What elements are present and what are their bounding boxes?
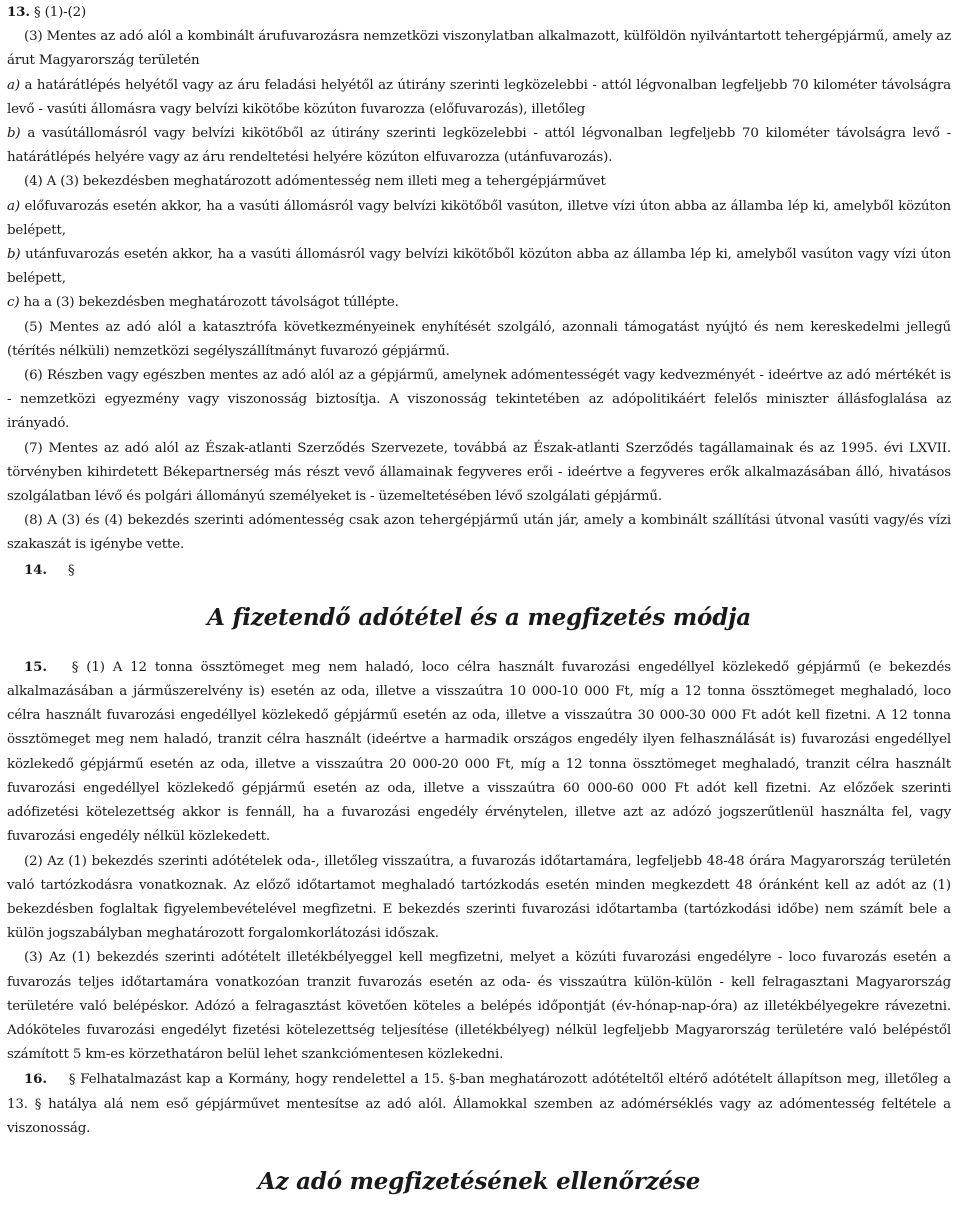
paragraph-sign: § bbox=[71, 659, 79, 675]
s16-text: Felhatalmazást kap a Kormány, hogy rendelettel a 15. §-ban meghatározott adótételtől eltérő adótételt állapítson meg, illetőleg a 13. § hatálya alá nem eső gépjárművet mentesítse az adó alól. Államokkal szemben az adómérséklés vagy az adómentesség feltétele a viszonosság. bbox=[7, 1072, 952, 1136]
s15-para-2: (2) Az (1) bekezdés szerinti adótételek oda-, illetőleg visszaútra, a fuvarozás időtartamára, legfeljebb 48-48 órára Magyarország területén való tartózkodásra vonatkoznak. Az előző időtartamot meghaladó tartózkodás esetén minden megkezdett 48 óránként kell az adót az (1) bekezdésben foglaltak figyelembevételével megfizetni. E bekezdés szerinti fuvarozási időtartamba (tartózkodási időbe) nem számít bele a külön jogszabályban meghatározott forgalomkorlátozási időszak. bbox=[7, 853, 951, 942]
point-text: utánfuvarozás esetén akkor, ha a vasúti állomásról vagy belvízi kikötőből közúton abba az államba lép ki, amelyből vasúton vagy vízi úton belépett, bbox=[7, 247, 951, 287]
point-text: ha a (3) bekezdésben meghatározott távolságot túllépte. bbox=[19, 295, 399, 311]
section-14-header bbox=[7, 558, 951, 583]
s13-para-3-a bbox=[7, 74, 951, 122]
point-label: b) bbox=[7, 126, 21, 142]
s15-para-3: (3) Az (1) bekezdés szerinti adótételt illetékbélyeggel kell megfizetni, melyet a közúti fuvarozási engedélyre - loco fuvarozás esetén a fuvarozás teljes időtartamára vonatkozóan tranzit fuvarozás esetén az oda- és visszaútra külön-külön - kell felragasztani Magyarország területére való belépéskor. Adózó a felragasztást követően köteles a belépés időpontját (év-hónap-nap-óra) az illetékbélyegekre rávezetni. Adóköteles fuvarozási engedélyt fizetési kötelezettség teljesítése (illetékbélyeg) nélkül legfeljebb Magyarország területére való belépéstől számított 5 km-es körzethatáron belül lehet szankciómentesen közlekedni. bbox=[7, 950, 951, 1063]
s13-para-3-b bbox=[7, 122, 951, 170]
s13-para-3: (3) Mentes az adó alól a kombinált árufuvarozásra nemzetközi viszonylatban alkalmazott, külföldön nyilvántartott tehergépjármű, amely az árut Magyarország területén bbox=[7, 29, 951, 69]
s13-para-4-b bbox=[7, 243, 951, 291]
document-page bbox=[7, 0, 951, 1197]
section-13-header bbox=[7, 0, 951, 25]
point-text: előfuvarozás esetén akkor, ha a vasúti állomásról vagy belvízi kikötőből vasúton, illetve vízi úton abba az államba lép ki, amelyből közúton belépett, bbox=[7, 198, 951, 238]
s16-para bbox=[7, 1067, 951, 1141]
section-number: 14. bbox=[24, 561, 47, 578]
s15-para-1 bbox=[7, 655, 951, 850]
s15-para-1-text: (1) A 12 tonna össztömeget meg nem haladó, loco célra használt fuvarozási engedéllyel közlekedő gépjármű (e bekezdés alkalmazásában a járműszerelvény is) esetén az oda, illetve a visszaútra 10 000-10 000 Ft, míg a 12 tonna össztömeget meghaladó, loco célra használt fuvarozási engedéllyel közlekedő gépjármű esetén az oda, illetve a visszaútra 30 000-30 000 Ft adót kell fizetni. A 12 tonna össztömeget meg nem haladó, tranzit célra használt (ideértve a harmadik országos engedély ilyen felhasználását is) fuvarozási engedéllyel közlekedő gépjármű esetén az oda, illetve a visszaútra 20 000-20 000 Ft, míg a 12 tonna össztömeget meghaladó, tranzit célra használt fuvarozási engedéllyel közlekedő gépjármű esetén az oda, illetve a visszaútra 60 000-60 000 Ft adót kell fizetni. Az előzőek szerinti adófizetési kötelezettség akkor is fennáll, ha a fuvarozási engedély érvénytelen, illetve azt az adózó jogszerűtlenül használta fel, vagy fuvarozási engedély nélkül közlekedett. bbox=[7, 659, 952, 845]
point-label: c) bbox=[7, 295, 20, 311]
point-text: a vasútállomásról vagy belvízi kikötőből az útirány szerinti legközelebbi - attól légvonalban legfeljebb 70 kilométer távolságra levő - határátlépés helyére vagy az áru rendeltetési helyére közúton elfuvarozza (utánfuvarozás). bbox=[7, 126, 951, 166]
paragraph-sign: § bbox=[33, 5, 41, 20]
s13-para-6: (6) Részben vagy egészben mentes az adó alól az a gépjármű, amelynek adómentességét vagy kedvezményét - ideértve az adó mértékét is - nemzetközi egyezmény vagy viszonosság biztosítja. A viszonosság tekintetében az adópolitikáért felelős miniszter állásfoglalása az irányadó. bbox=[7, 368, 951, 432]
s13-para-8: (8) A (3) és (4) bekezdés szerinti adómentesség csak azon tehergépjármű után jár, amely a kombinált szállítási útvonal vasúti vagy/és vízi szakaszát is igénybe vette. bbox=[7, 513, 951, 553]
s13-para-7: (7) Mentes az adó alól az Észak-atlanti Szerződés Szervezete, továbbá az Észak-atlanti Szerződés tagállamainak és az 1995. évi LXVII. törvényben kihirdetett Békepartnerség más részt vevő államainak fegyveres erői - ideértve a fegyveres erők alkalmazásában álló, hivatásos szolgálatban lévő és polgári állományú személyeket is - üzemeltetésében lévő szolgálati gépjármű. bbox=[7, 440, 951, 505]
section-number: 16. bbox=[24, 1071, 47, 1088]
point-text: a határátlépés helyétől vagy az áru feladási helyétől az útirány szerinti legközelebbi - attól légvonalban legfeljebb 70 kilométer távolságra levő - vasúti állomásra vagy belvízi kikötőbe közúton fuvarozza (előfuvarozás), illetőleg bbox=[7, 77, 951, 117]
s13-para-4-c bbox=[7, 291, 951, 315]
paragraph-sign: § bbox=[67, 562, 75, 578]
paragraph-sign: § bbox=[68, 1072, 76, 1088]
point-label: a) bbox=[7, 77, 20, 93]
chapter-heading-payment: A fizetendő adótétel és a megfizetés módja bbox=[207, 603, 751, 631]
point-label: b) bbox=[7, 247, 21, 263]
section-number: 13. bbox=[7, 4, 30, 20]
point-label: a) bbox=[7, 198, 20, 214]
s13-para-4: (4) A (3) bekezdésben meghatározott adómentesség nem illeti meg a tehergépjárművet bbox=[24, 174, 606, 190]
s13-para-5: (5) Mentes az adó alól a katasztrófa következményeinek enyhítését szolgáló, azonnali támogatást nyújtó és nem kereskedelmi jellegű (térítés nélküli) nemzetközi segélyszállítmányt fuvarozó gépjármű. bbox=[7, 319, 951, 359]
section-number: 15. bbox=[24, 658, 47, 675]
section-13-repealed: (1)-(2) bbox=[40, 5, 87, 20]
s13-para-4-a bbox=[7, 195, 951, 243]
chapter-heading-control: Az adó megfizetésének ellenőrzése bbox=[257, 1167, 701, 1195]
